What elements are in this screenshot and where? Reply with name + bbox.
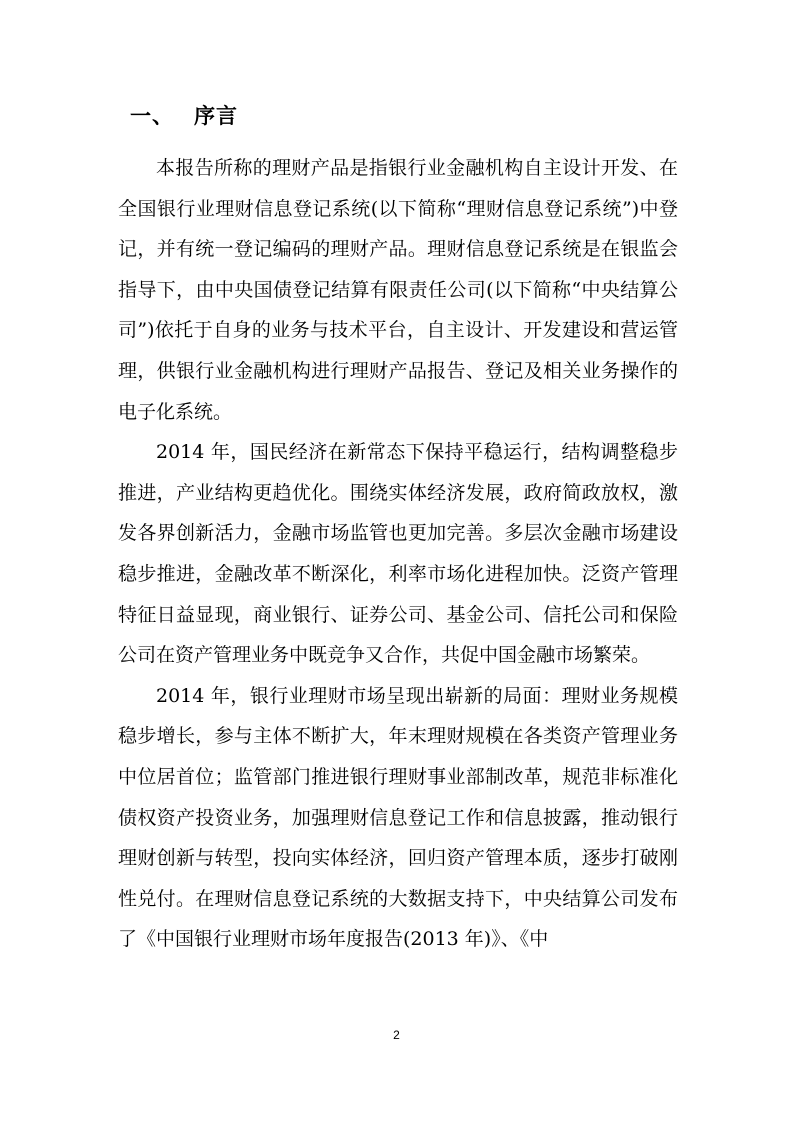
paragraph-2: 2014 年，国民经济在新常态下保持平稳运行，结构调整稳步推进，产业结构更趋优化。围绕实体经济发展，政府简政放权，激发各界创新活力，金融市场监管也更加完善。多层次金融市场建设稳步推进，金融改革不断深化，利率市场化进程加快。泛资产管理特征日益显现，商业银行、证券公司、基金公司、信托公司和保险公司在资产管理业务中既竞争又合作，共促中国金融市场繁荣。 xyxy=(118,441,678,667)
page-number: 2 xyxy=(393,1028,400,1042)
section-heading xyxy=(130,100,238,130)
paragraph-3: 2014 年，银行业理财市场呈现出崭新的局面：理财业务规模稳步增长，参与主体不断扩大，年末理财规模在各类资产管理业务中位居首位；监管部门推进银行理财事业部制改革，规范非标准化债权资产投资业务，加强理财信息登记工作和信息披露，推动银行理财创新与转型，投向实体经济，回归资产管理本质，逐步打破刚性兑付。在理财信息登记系统的大数据支持下，中央结算公司发布了《中国银行业理财市场年度报告(2013 年)》、《中 xyxy=(118,684,678,951)
paragraph-1: 本报告所称的理财产品是指银行业金融机构自主设计开发、在全国银行业理财信息登记系统(以下简称“理财信息登记系统”)中登记，并有统一登记编码的理财产品。理财信息登记系统是在银监会指导下，由中央国债登记结算有限责任公司(以下简称“中央结算公司”)依托于自身的业务与技术平台，自主设计、开发建设和营运管理，供银行业金融机构进行理财产品报告、登记及相关业务操作的电子化系统。 xyxy=(118,157,678,423)
section-title: 序言 xyxy=(194,104,238,128)
body-text xyxy=(118,148,678,960)
section-number: 一、 xyxy=(130,104,174,128)
